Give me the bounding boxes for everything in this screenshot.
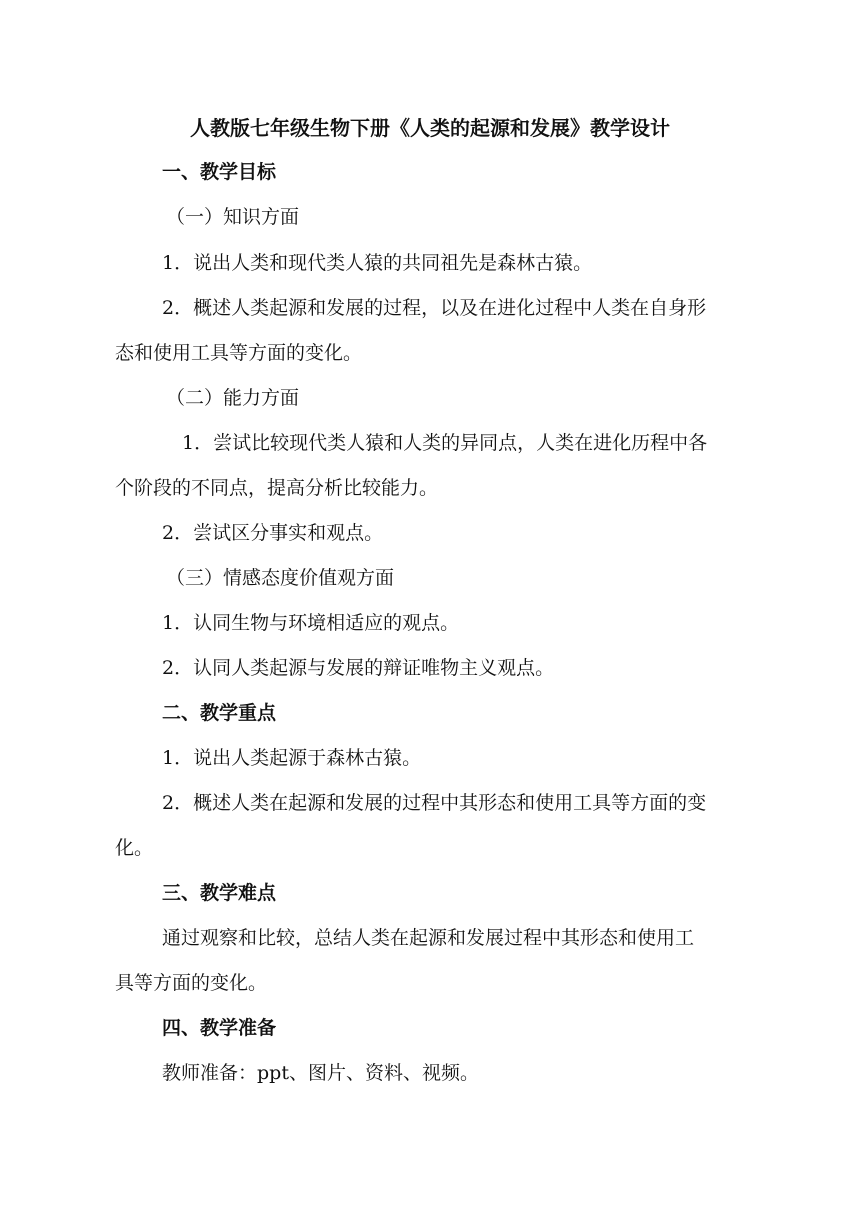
document-title: 人教版七年级生物下册《人类的起源和发展》教学设计 bbox=[190, 116, 670, 140]
subsection-knowledge: （一）知识方面 bbox=[166, 206, 300, 228]
subsection-attitude: （三）情感态度价值观方面 bbox=[166, 567, 395, 589]
paragraph-line: 态和使用工具等方面的变化。 bbox=[115, 342, 363, 364]
section-heading-key-points: 二、教学重点 bbox=[162, 702, 277, 724]
section-heading-difficulties: 三、教学难点 bbox=[162, 882, 277, 904]
paragraph-line: 具等方面的变化。 bbox=[115, 972, 268, 994]
paragraph-line: 1．尝试比较现代类人猿和人类的异同点，人类在进化历程中各 bbox=[182, 432, 708, 454]
paragraph-line: 通过观察和比较，总结人类在起源和发展过程中其形态和使用工 bbox=[162, 927, 695, 949]
paragraph-line: 2．认同人类起源与发展的辩证唯物主义观点。 bbox=[162, 657, 555, 679]
paragraph-line: 2．尝试区分事实和观点。 bbox=[162, 522, 384, 544]
paragraph-line: 个阶段的不同点，提高分析比较能力。 bbox=[115, 477, 439, 499]
paragraph-line: 2．概述人类在起源和发展的过程中其形态和使用工具等方面的变 bbox=[162, 792, 707, 814]
paragraph-line: 1．说出人类起源于森林古猿。 bbox=[162, 747, 422, 769]
section-heading-preparation: 四、教学准备 bbox=[162, 1017, 277, 1039]
subsection-ability: （二）能力方面 bbox=[166, 387, 300, 409]
paragraph-line: 1．说出人类和现代类人猿的共同祖先是森林古猿。 bbox=[162, 252, 593, 274]
paragraph-line: 1．认同生物与环境相适应的观点。 bbox=[162, 612, 460, 634]
paragraph-line: 化。 bbox=[115, 837, 154, 859]
paragraph-line: 2．概述人类起源和发展的过程，以及在进化过程中人类在自身形 bbox=[162, 297, 707, 319]
paragraph-line: 教师准备：ppt、图片、资料、视频。 bbox=[162, 1062, 479, 1084]
section-heading-objectives: 一、教学目标 bbox=[162, 161, 277, 183]
